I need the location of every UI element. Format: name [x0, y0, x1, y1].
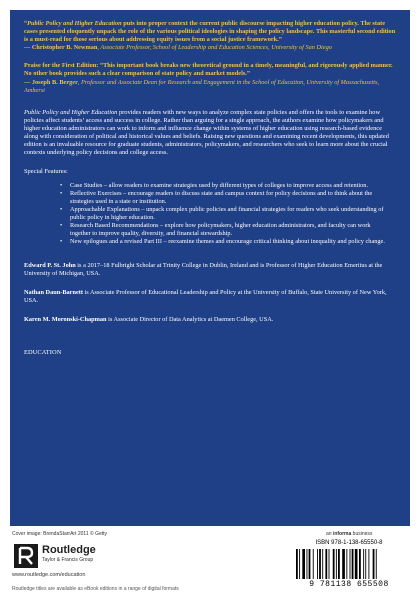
feature-item: • Research Based Recommendations – explore how policymakers, higher education administrators, and faculty can work together to improve quality, diversity, and financial stewardship. — [70, 222, 386, 238]
endorsement-1-affiliation: , Associate Professor, School of Leadership and Education Sciences, University of San Diego — [97, 44, 332, 52]
ean-number: 9 781138 655508 — [309, 580, 389, 589]
endorsement-1-quote: puts into proper context the current public discourse impacting higher education policy. The state cases presented eloquently unpack the role of the various political ideologies in shaping the policy landscape. This masterful second edition is a must-read for those serious about addressing equity issues from a social justice framework.” — [24, 20, 396, 44]
endorsement-2-quote: Praise for the First Edition: “This important book breaks new theoretical ground in a timely, meaningful, and rigorously applied manner. No other book provides such a clear comparison of state policy and market models.” — [24, 62, 393, 78]
author-bio — [24, 262, 396, 278]
barcode-bars — [294, 549, 404, 579]
cover-image-credit: Cover image: BrendaStarrArt 2011 © Getty — [12, 531, 108, 537]
isbn-label: ISBN 978-1-138-65550-8 — [315, 540, 383, 546]
endorsement-1-author: — Christopher B. Newman — [24, 44, 98, 52]
open-quote: “ — [24, 20, 28, 27]
informa-brand: informa — [332, 531, 352, 537]
author-bio-text: is a 2017–18 Fulbright Scholar at Trinity College in Dublin, Ireland and is Professor of Higher Education Emeritus at the University of Michigan, USA. — [24, 262, 383, 278]
routledge-logo-icon — [14, 544, 38, 568]
author-bio-text: is Associate Director of Data Analytics at Daemen College, USA. — [106, 316, 274, 324]
publisher-url: www.routledge.com/education — [12, 572, 86, 578]
publisher-brand — [42, 544, 96, 563]
ebook-note: Routledge titles are available as eBook editions in a range of digital formats — [12, 586, 179, 592]
author-bio — [24, 289, 396, 305]
blue-panel — [10, 10, 410, 526]
publisher-group: Taylor & Francis Group — [42, 557, 94, 563]
panel-content — [24, 20, 396, 356]
endorsement-2-author: — Joseph B. Berger — [24, 78, 78, 86]
endorsement-1-title: Public Policy and Higher Education — [27, 20, 122, 27]
features-list — [70, 182, 386, 246]
feature-item: • Reflective Exercises – encourage readers to discuss state and campus context for policy decisions and to think about the strategies used in a state or institution. — [70, 190, 386, 206]
publisher-name: Routledge — [42, 544, 96, 556]
feature-item: • Case Studies – allow readers to examine strategies used by different types of colleges to improve access and retention. — [70, 182, 386, 190]
author-name: Karen M. Moronski-Chapman — [24, 316, 107, 324]
author-name: Nathan Daun-Barnett — [24, 289, 83, 297]
subject-category: EDUCATION — [24, 349, 62, 357]
book-description — [24, 109, 396, 158]
author-bio-text: is Associate Professor of Educational Leadership and Policy at the University of Buffalo, State University of New York, USA. — [24, 289, 387, 305]
informa-suffix: business — [351, 531, 373, 537]
description-title: Public Policy and Higher Education — [24, 108, 118, 116]
endorsement-2-affiliation: , Professor and Associate Dean for Research and Engagement in the School of Education, University of Massachusetts, Amherst — [24, 78, 379, 94]
informa-tagline — [326, 531, 372, 537]
cover-footer — [0, 526, 420, 600]
author-name: Edward P. St. John — [24, 262, 76, 270]
description-text: provides readers with new ways to analyze complex state policies and offers the tools to examine how policies affect students’ access and success in college. Rather than arguing for a single approach, the authors examine how policymakers and higher education administrators can work to inform and influence change within systems of higher education using research-based evidence along with consideration of political and historical values and beliefs. Raising new questions and examining recent developments, this updated edition is an invaluable resource for graduate students, administrators, policymakers, and researchers who seek to learn more about the crucial contexts underlying policy decisions and college access. — [24, 108, 389, 157]
features-heading: Special Features: — [24, 168, 68, 176]
feature-item: • Approachable Explanations – unpack complex public policies and financial strategies for readers who seek understanding of public policy in higher education. — [70, 206, 386, 222]
endorsement-1 — [24, 20, 396, 52]
author-bio — [24, 316, 396, 324]
endorsement-2 — [24, 62, 396, 94]
barcode — [288, 540, 410, 590]
informa-prefix: an — [326, 531, 333, 537]
feature-item: • New epilogues and a revised Part III – reexamine themes and encourage critical thinking about inequality and policy change. — [70, 238, 386, 246]
